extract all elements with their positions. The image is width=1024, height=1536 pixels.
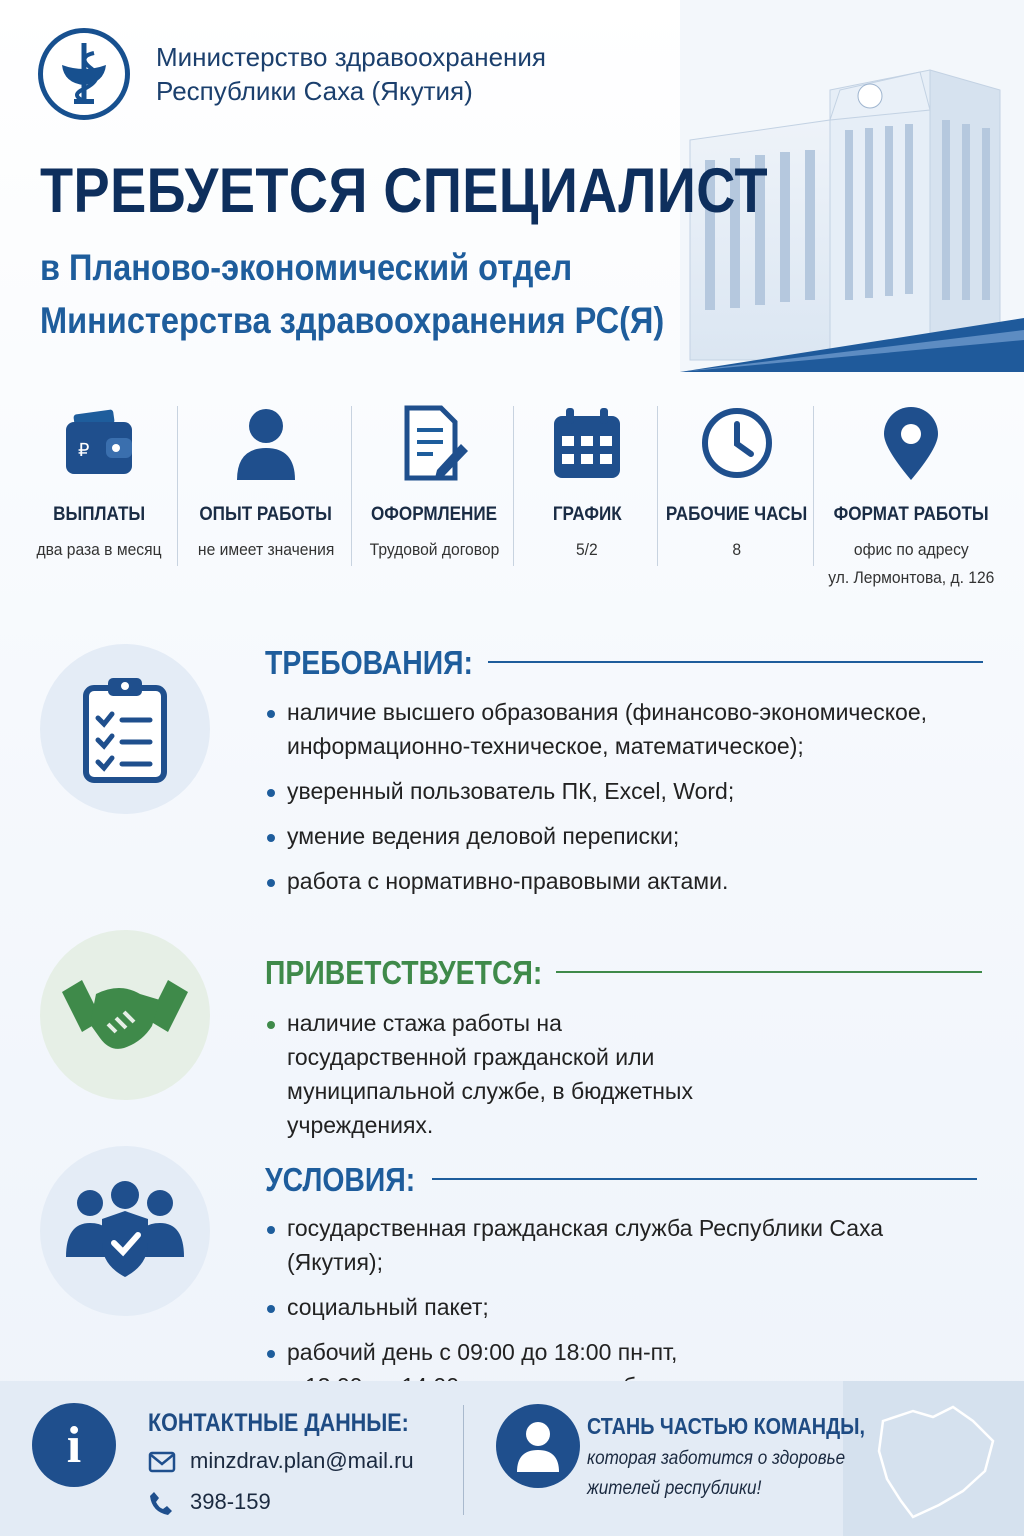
requirements-heading-rule [488,661,983,663]
conditions-heading-rule [432,1178,977,1180]
ministry-logo [38,28,130,120]
list-item: уверенный пользователь ПК, Excel, Word; [265,774,965,808]
feature-title: ГРАФИК [552,504,622,525]
feature-payments [28,404,170,564]
team-line1: которая заботится о здоровье [587,1448,846,1469]
list-item: рабочий день с 09:00 до 18:00 пн-пт, [265,1335,685,1403]
conditions-heading: УСЛОВИЯ: [265,1161,416,1198]
subtitle-department: в Планово-экономический отдел [40,247,573,288]
feature-title: РАБОЧИЕ ЧАСЫ [666,504,808,525]
medical-bowl-snake-icon [54,39,114,109]
feature-title: ФОРМАТ РАБОТЫ [833,504,989,525]
org-name-line1: Министерство здравоохранения [156,42,546,72]
feature-hours [668,404,806,564]
clock-icon [698,404,776,482]
welcome-heading: ПРИВЕТСТВУЕТСЯ: [265,954,543,991]
info-icon [32,1403,116,1487]
list-item: работа с нормативно-правовыми актами. [265,864,965,898]
wallet-icon [60,404,138,482]
feature-work-format [822,404,1000,592]
team-heading: СТАНЬ ЧАСТЬЮ КОМАНДЫ, [587,1413,866,1439]
feature-title: ОФОРМЛЕНИЕ [370,504,498,525]
list-item: умение ведения деловой переписки; [265,819,965,853]
divider [351,406,352,566]
handshake-icon [60,970,190,1060]
page-title: ТРЕБУЕТСЯ СПЕЦИАЛИСТ [40,156,768,226]
conditions-icon-circle [40,1146,210,1316]
mail-icon [148,1450,176,1474]
feature-value-line2: ул. Лермонтова, д. 126 [827,568,995,587]
org-name [156,40,546,108]
feature-value: 8 [732,540,742,559]
list-item: государственная гражданская служба Республики Саха (Якутия); [265,1211,985,1279]
divider [813,406,814,566]
team-shield-icon [60,1181,190,1281]
feature-employment [362,404,506,564]
clipboard-checklist-icon [80,674,170,784]
divider [657,406,658,566]
feature-title: ВЫПЛАТЫ [52,504,146,525]
feature-value: 5/2 [576,540,598,559]
team-line2: жителей республики! [587,1478,762,1499]
person-icon [513,1418,563,1474]
welcome-icon-circle [40,930,210,1100]
info-glyph: i [66,1416,82,1474]
contact-phone[interactable]: 398-159 [190,1489,271,1514]
svg-text:₽: ₽ [78,440,90,460]
feature-value-line1: офис по адресу [853,540,969,559]
list-item: наличие стажа работы на государственной гражданской или муниципальной службе, в бюджетных учреждениях. [265,1006,735,1142]
list-item: социальный пакет; [265,1290,985,1324]
feature-title: ОПЫТ РАБОТЫ [199,504,333,525]
feature-value: Трудовой договор [369,540,499,559]
subtitle-ministry: Министерства здравоохранения РС(Я) [40,300,665,341]
divider [177,406,178,566]
feature-experience [190,404,342,564]
location-pin-icon [872,404,950,482]
list-item: наличие высшего образования (финансово-экономическое, информационно-техническое, математическое); [265,695,965,763]
calendar-icon [548,404,626,482]
footer-divider [463,1405,464,1515]
feature-value: два раза в месяц [36,540,162,559]
document-icon [395,404,473,482]
divider [513,406,514,566]
contacts-heading: КОНТАКТНЫЕ ДАННЫЕ: [148,1409,409,1437]
person-icon [227,404,305,482]
team-icon [496,1404,580,1488]
requirements-list [265,695,965,909]
phone-icon [148,1490,174,1516]
feature-value [828,536,994,592]
requirements-icon-circle [40,644,210,814]
welcome-heading-rule [556,971,982,973]
yakutia-map [843,1381,1024,1536]
requirements-heading: ТРЕБОВАНИЯ: [265,644,473,681]
yakutia-map-outline-icon [843,1381,1024,1536]
feature-value: не имеет значения [197,540,335,559]
welcome-list [265,1006,735,1153]
contact-email[interactable]: minzdrav.plan@mail.ru [190,1448,414,1473]
feature-schedule [526,404,648,564]
org-name-line2: Республики Саха (Якутия) [156,76,473,106]
